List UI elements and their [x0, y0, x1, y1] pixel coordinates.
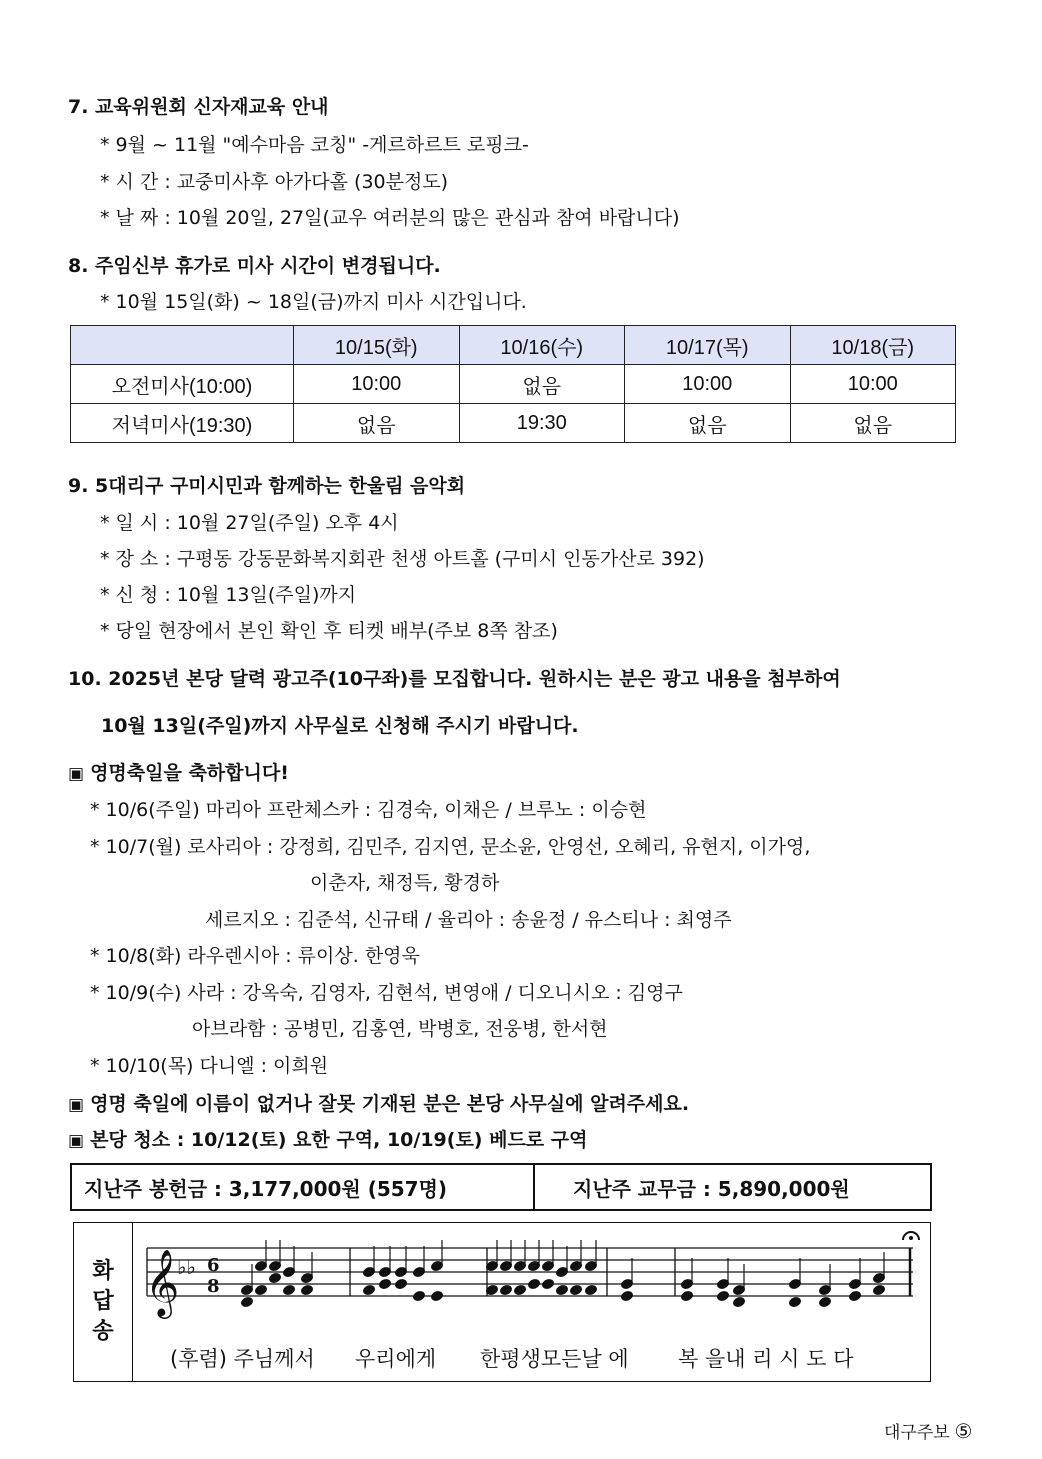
table-cell: 없음: [790, 404, 956, 443]
feast-line-6: * 10/9(수) 사라 : 강옥숙, 김영자, 김현석, 변영애 / 디오니시오 : 김영구: [90, 982, 683, 1004]
note-head: [254, 1284, 267, 1295]
feast-line-2: * 10/7(월) 로사리아 : 강정희, 김민주, 김지연, 문소윤, 안영선, 오혜리, 유현지, 이가영,: [90, 836, 811, 858]
footer-label-text: 대구주보: [884, 1423, 950, 1442]
section-9-line-1: * 일 시 : 10월 27일(주일) 오후 4시: [100, 512, 399, 534]
table-header-cell: 10/16(수): [459, 326, 625, 365]
psalm-side-label: [74, 1223, 133, 1381]
table-row: [71, 365, 956, 404]
feast-line-5: * 10/8(화) 라우렌시아 : 류이상. 한영욱: [90, 945, 420, 967]
psalm-side-char: 화: [92, 1259, 114, 1284]
note-head: [716, 1290, 729, 1301]
tithe-amount: 지난주 교무금 : 5,890,000원: [573, 1176, 850, 1201]
square-marker-icon: ▣: [68, 1095, 85, 1115]
square-marker-icon: ▣: [68, 764, 85, 784]
notice-cleaning: [68, 1125, 587, 1152]
table-cell: 오전미사(10:00): [71, 365, 294, 404]
music-staff: [135, 1226, 925, 1338]
feast-title-text: 영명축일을 축하합니다!: [90, 762, 289, 784]
music-notes: [240, 1240, 885, 1308]
mass-schedule-table: [70, 325, 956, 443]
time-signature: 8: [207, 1276, 220, 1297]
section-9-line-2: * 장 소 : 구평동 강동문화복지회관 천생 아트홀 (구미시 인동가산로 392): [100, 548, 705, 570]
table-cell: 10:00: [790, 365, 956, 404]
table-cell: 19:30: [459, 404, 625, 443]
table-row: [71, 404, 956, 443]
table-header-cell: [71, 326, 294, 365]
note-head: [268, 1272, 281, 1283]
section-8-title: 8. 주임신부 휴가로 미사 시간이 변경됩니다.: [68, 255, 441, 277]
notice-cleaning-text: 본당 청소 : 10/12(토) 요한 구역, 10/19(토) 베드로 구역: [90, 1129, 588, 1151]
footer-page-label: [884, 1418, 972, 1444]
note-head: [620, 1290, 633, 1301]
note-head: [788, 1296, 801, 1307]
table-cell: 10:00: [294, 365, 460, 404]
note-head: [569, 1284, 582, 1295]
treble-clef-icon: 𝄞: [145, 1248, 180, 1316]
section-8-line-1: * 10월 15일(화) ~ 18일(금)까지 미사 시간입니다.: [100, 291, 527, 313]
note-head: [848, 1290, 861, 1301]
note-head: [555, 1284, 568, 1295]
lyric-segment: 우리에게: [355, 1347, 437, 1371]
note-head: [818, 1296, 831, 1307]
feast-line-8: * 10/10(목) 다니엘 : 이희원: [90, 1055, 329, 1077]
note-head: [872, 1284, 885, 1295]
table-cell: 없음: [459, 365, 625, 404]
note-head: [499, 1284, 512, 1295]
table-cell: 없음: [625, 404, 791, 443]
feast-line-1: * 10/6(주일) 마리아 프란체스카 : 김경숙, 이채은 / 브루노 : 이승현: [90, 799, 647, 821]
offering-amount: 지난주 봉헌금 : 3,177,000원 (557명): [72, 1165, 535, 1209]
notice-feast-correction: [68, 1089, 689, 1116]
section-7-line-2: * 시 간 : 교중미사후 아가다홀 (30분정도): [100, 171, 449, 193]
section-9-line-3: * 신 청 : 10월 13일(주일)까지: [100, 584, 357, 606]
table-header-cell: 10/18(금): [790, 326, 956, 365]
note-head: [541, 1278, 554, 1289]
note-head: [430, 1290, 443, 1301]
lyric-segment: (후렴) 주님께서: [170, 1347, 315, 1371]
table-cell: 저녁미사(19:30): [71, 404, 294, 443]
note-head: [584, 1284, 597, 1295]
feast-line-3: 이춘자, 채정득, 황경하: [310, 872, 500, 894]
note-head: [282, 1284, 295, 1295]
feast-title: [68, 758, 289, 785]
page-number: ⑤: [954, 1421, 973, 1443]
note-head: [412, 1290, 425, 1301]
table-header-cell: 10/15(화): [294, 326, 460, 365]
note-head: [378, 1278, 391, 1289]
table-cell: 10:00: [625, 365, 791, 404]
note-head: [240, 1296, 253, 1307]
note-head: [513, 1284, 526, 1295]
note-head: [300, 1284, 313, 1295]
note-head: [394, 1278, 407, 1289]
psalm-side-char: 답: [92, 1289, 114, 1314]
feast-line-4: 세르지오 : 김준석, 신규태 / 율리아 : 송윤정 / 유스티나 : 최영주: [205, 909, 732, 931]
lyric-segment: 한평생모든날 에: [480, 1347, 629, 1371]
section-9-line-4: * 당일 현장에서 본인 확인 후 티켓 배부(주보 8쪽 참조): [100, 620, 558, 642]
table-header-cell: 10/17(목): [625, 326, 791, 365]
section-10-line-2: 10월 13일(주일)까지 사무실로 신청해 주시기 바랍니다.: [101, 715, 579, 737]
psalm-side-char: 송: [92, 1319, 114, 1344]
note-head: [680, 1290, 693, 1301]
note-head: [527, 1278, 540, 1289]
time-signature: 6: [207, 1255, 220, 1276]
table-header-row: [71, 326, 956, 365]
section-10-line-1: 10. 2025년 본당 달력 광고주(10구좌)를 모집합니다. 원하시는 분은 광고 내용을 첨부하여: [68, 668, 841, 690]
section-7-line-1: * 9월 ~ 11월 "예수마음 코칭" -게르하르트 로핑크-: [100, 134, 529, 156]
section-9-title: 9. 5대리구 구미시민과 함께하는 한울림 음악회: [68, 475, 466, 497]
section-7-line-3: * 날 짜 : 10월 20일, 27일(교우 여러분의 많은 관심과 참여 바랍니다): [100, 207, 680, 229]
note-head: [732, 1296, 745, 1307]
flat-sign-icon: ♭♭: [177, 1255, 196, 1279]
offering-box: [70, 1163, 932, 1211]
lyric-segment: 복 을내 리 시 도 다: [678, 1347, 854, 1371]
feast-line-7: 아브라함 : 공병민, 김홍연, 박병호, 전웅병, 한서현: [192, 1018, 608, 1040]
note-head: [362, 1284, 375, 1295]
table-cell: 없음: [294, 404, 460, 443]
section-7-title: 7. 교육위원회 신자재교육 안내: [68, 96, 329, 118]
notice-feast-correction-text: 영명 축일에 이름이 없거나 잘못 기재된 분은 본당 사무실에 알려주세요.: [90, 1093, 690, 1115]
square-marker-icon: ▣: [68, 1131, 85, 1151]
